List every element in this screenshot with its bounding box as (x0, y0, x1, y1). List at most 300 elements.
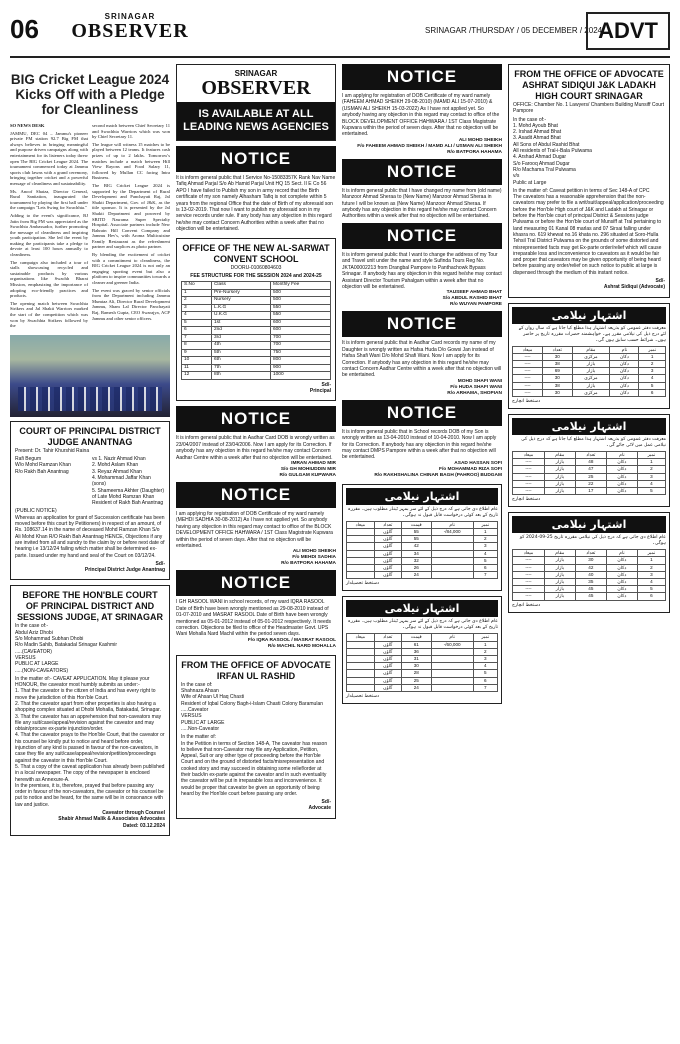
news-paragraph: The event was graced by senior officials from the Department including Jammu Mumtaz Ali, Director Rural Development Jammu, Sham Lal Director Panchayati Raj, Ramesh Gupta, CEO Swarajya, ACP Jammu and other senior officers. (92, 287, 170, 321)
urdu-ad-table (346, 521, 498, 580)
fee-cell: 3 (182, 304, 212, 312)
notice-signature: MOHD SHAFI WANI F/o HUDA SHAFI WANI R/o ARHAMA, SHOPIAN (447, 378, 502, 396)
urdu-table-cell: 5 (639, 382, 666, 389)
fee-cell: 700 (270, 334, 330, 342)
urdu-table-cell: گاؤں (374, 528, 401, 535)
urdu-table-cell: 3 (637, 473, 665, 480)
urdu-ad-table (512, 346, 666, 397)
urdu-table-cell: مرکزی (572, 375, 610, 382)
advocate-caveat-notice (508, 64, 670, 298)
caveat-srinagar-notice (10, 585, 170, 836)
urdu-table-cell (347, 677, 375, 684)
urdu-table-cell: گاؤں (374, 543, 401, 550)
urdu-table-cell: ---- (513, 459, 545, 466)
urdu-table-header: نمبر (473, 521, 498, 528)
urdu-table-cell (431, 565, 473, 572)
notice-banner: NOTICE (342, 311, 502, 337)
fee-cell: L.K.G (211, 304, 270, 312)
urdu-table-cell: ---- (513, 473, 545, 480)
urdu-table-cell: دکان (610, 375, 639, 382)
urdu-table-header: تعداد (374, 521, 401, 528)
column-4 (508, 64, 670, 618)
urdu-ad-title: اشتہار نیلامی (512, 418, 666, 435)
urdu-table-cell: دکان (606, 466, 637, 473)
urdu-ads-col3 (342, 484, 502, 704)
urdu-table-row (513, 375, 666, 382)
urdu-table-cell: ---- (513, 480, 545, 487)
urdu-table-cell: ---- (513, 368, 543, 375)
urdu-table-cell: 30 (401, 663, 431, 670)
urdu-table-cell: مرکزی (572, 353, 610, 360)
urdu-table-cell: گاؤں (374, 684, 401, 691)
urdu-table-row (513, 557, 666, 564)
urdu-table-header: مقام (544, 452, 575, 459)
urdu-table-cell: 30 (543, 389, 572, 396)
advocate-signature: Sd/- Ashrat Sidiqui (Advocate) (603, 278, 665, 291)
logo-main: OBSERVER (71, 20, 189, 42)
urdu-table-row (347, 648, 498, 655)
urdu-auction-ad (508, 303, 670, 409)
notice-text: It is inform general public that in Aadhar Card DOB is wrongly written as 23/04/2007 instead of 23/04/2006. Now I am apply for its Correction. If anybody has any objection in this regard he/she may contact Concern Aadhar Centre within a week after that no objection will be entertained. (176, 435, 335, 461)
advocate-parties: In the case of:- 1. Mohd Ayoub Bhat 2. Irshad Ahmad Bhat 3. Asadit Ahmad Bhat All Sons of Abdul Rashid Bhat All residents of Tral-i-Bala Pulwama 4. Arshad Ahmad Dugar S/o Farooq Ahmad Dugar R/o Machama Tral Pulwama v/s Public at Large (513, 116, 592, 186)
urdu-table-cell: 32 (401, 557, 431, 564)
urdu-table-cell (431, 572, 473, 579)
masthead (10, 6, 670, 58)
urdu-table-cell (347, 543, 375, 550)
promo-logo-top: SRINAGAR (234, 69, 278, 78)
fee-cell: 2nd (211, 327, 270, 335)
urdu-table-cell: دکان (606, 557, 637, 564)
school-subtitle: FEE STRUCTURE FOR THE SESSION 2024 and 2024-25 (190, 272, 322, 279)
urdu-table-cell: گاؤں (374, 677, 401, 684)
urdu-table-header: میعاد (513, 550, 545, 557)
advocate-title: FROM THE OFFICE OF ADVOCATE ASHRAT SIDIQUI J&K LADAKH HIGH COURT SRINAGAR (514, 69, 664, 101)
urdu-auction-ad (508, 414, 670, 507)
urdu-table-cell: 5 (637, 586, 665, 593)
news-paragraph: Adding to the event's significance, BJ Jatin from Big FM was appreciated as the Swachhta Ambassador, further promoting the message of cleanliness and inspiring youth participation. She led the event by making the participants take a pledge to devote at least 100 hours annually to cleanliness. (10, 212, 88, 258)
urdu-table-header: تعداد (575, 550, 606, 557)
urdu-table-cell: بازار (544, 564, 575, 571)
fee-cell: 9 (182, 349, 212, 357)
fee-row (182, 327, 331, 335)
urdu-table-cell: ---- (513, 375, 543, 382)
fee-cell: 6 (182, 327, 212, 335)
urdu-table-cell: دکان (610, 353, 639, 360)
urdu-table-cell: 22 (575, 480, 606, 487)
urdu-table-cell: 31 (401, 656, 431, 663)
urdu-ad-signature: دستخط تحصیلدار (346, 694, 380, 700)
notice-signature: ALI MOHD SHEIKH F/o FAHEEM AHMAD SHEIKH / MAMD ALI / USMAN ALI SHEIKH R/o BATPORA HAHAMA (357, 137, 502, 155)
urdu-table-cell: 3 (473, 543, 498, 550)
urdu-table-row (513, 593, 666, 600)
urdu-table-header: میعاد (513, 452, 545, 459)
section-label: ADVT (586, 12, 670, 50)
court-anantnag-notice (10, 421, 170, 581)
court-anantnag-title: COURT OF PRINCIPAL DISTRICT JUDGE ANANTNAG (19, 425, 161, 447)
urdu-table-cell (431, 684, 473, 691)
urdu-table-cell: 38 (543, 361, 572, 368)
urdu-table-cell: 1 (637, 557, 665, 564)
news-article (10, 123, 170, 331)
advocate-body: In the matter of: Caveat petition in terms of Sec 148-A of CPC The caveators has a reasonable apprehension that the non-caveators may prefer to file a writ/suit/appeal/application/proceeding before the Hon'ble High court of J&K and Ladakh at Srinagar or before the Hon'ble court of principal District & Sessions judge Pulwama or before the Hon'ble court of Munsiff at Tral pertaining to land measuring 01 Kanal 08 marlas and 07 Sirsai falling under khasra no. 619 khewat no.16 khata no. 296 situated at Soro-Hulla Tehsil Tral District Pulwama on the grounds of some distorted and misrepresented facts may get Ex-parte order/relief which will cause irreparable loss and inconvenience to caveators as it would be fair and proper that caveators may be given opportunity of being heard before passing any order/relief on such notice to public at large is dispensed through the medium of this instant notice. (513, 187, 664, 276)
urdu-table-header: قیمت (401, 634, 431, 641)
urdu-table-header: قیمت (401, 521, 431, 528)
urdu-table-cell: 48 (575, 459, 606, 466)
urdu-table-cell: 4 (473, 550, 498, 557)
fee-cell: 550 (270, 304, 330, 312)
urdu-table-cell: 2 (473, 648, 498, 655)
urdu-table-cell: ---- (513, 579, 545, 586)
urdu-table-cell: 7 (473, 572, 498, 579)
urdu-table-cell: گاؤں (374, 557, 401, 564)
fee-row (182, 312, 331, 320)
fee-header-cell: Class (211, 282, 270, 290)
school-title: OFFICE OF THE NEW AL-SARWAT CONVENT SCHOOL (182, 242, 330, 264)
urdu-ad-title: اشتہار نیلامی (512, 307, 666, 324)
urdu-table-cell (347, 572, 375, 579)
fee-cell: 600 (270, 319, 330, 327)
fee-row (182, 297, 331, 305)
urdu-table-row (347, 677, 498, 684)
urdu-table-row (347, 656, 498, 663)
fee-cell: 3rd (211, 334, 270, 342)
urdu-table-cell: 28 (401, 670, 431, 677)
urdu-table-cell: 1 (473, 641, 498, 648)
urdu-table-cell: 47 (575, 466, 606, 473)
notice-banner: NOTICE (342, 64, 502, 90)
urdu-table-cell: 4 (637, 579, 665, 586)
promo-tagline: IS AVAILABLE AT ALL LEADING NEWS AGENCIES (177, 102, 335, 140)
urdu-table-header: نام (610, 346, 639, 353)
urdu-ad-signature: دستخط تحصیلدار (346, 581, 380, 587)
urdu-table-row (347, 684, 498, 691)
urdu-table-cell: 7 (473, 684, 498, 691)
urdu-table-cell: گاؤں (374, 656, 401, 663)
urdu-table-cell: دکان (606, 579, 637, 586)
urdu-table-cell: 5 (473, 557, 498, 564)
notice-banner: NOTICE (342, 223, 502, 249)
urdu-table-cell (431, 670, 473, 677)
caveat-srinagar-parties: In the case of:- Abdul Aziz Dhobi S/o Mohammad Subhan Dhobi R/o Madin Sahib, Batakadal Srinagar Kashmir .....(CAVEATOR) VERSUS PUBLIC AT LARGE .....(NON-CAVEATORS) (15, 623, 117, 674)
urdu-table-row (513, 382, 666, 389)
urdu-table-cell: دکان (610, 361, 639, 368)
urdu-table-cell: 26 (401, 565, 431, 572)
news-byline: SO NEWS DESK (10, 123, 45, 128)
news-paragraph: JAMMU, DEC 04 – Jammu's pioneer private FM station 92.7 Big FM that always believes in bringing meaningful and purpose driven campaigns along with entertainment for its listeners today threw open The BIG Cricket League 2024. The tournament commenced today at Jammu sports club lawns with a grand ceremony, bringing together cricket and a powerful message of cleanliness and sustainability. (10, 130, 88, 186)
urdu-table-cell: 60,000/- (431, 641, 473, 648)
urdu-table-cell: 24 (401, 684, 431, 691)
urdu-table-cell (347, 648, 375, 655)
urdu-table-cell: بازار (544, 459, 575, 466)
fee-header-cell: Monthly Fee (270, 282, 330, 290)
urdu-table-row (347, 528, 498, 535)
urdu-table-cell: 2 (637, 466, 665, 473)
notice-signature: ALI MOHD SHEIKH F/o MEHDI SADHIA R/o BATPORA HAHAMA (281, 549, 336, 567)
urdu-table-cell: گاؤں (374, 536, 401, 543)
urdu-table-cell: گاؤں (374, 550, 401, 557)
urdu-table-cell: دکان (606, 586, 637, 593)
caveat-srinagar-body: In the matter of:- CAVEAT APPLICATION. May it please your HONOUR, the caveator most humbly submits as under:- 1. That the caveator is the citizen of India and has every right to move the jurisdiction of this Hon'ble Court. 2. That the caveator apart from other properties is also having a shopping complex situated at Dhobi Mohalla, Batakadal, Srinagar. 3. That the caveator has an apprehension that non-caveators may file any suit/case/appeal/revision against the caveator and may obtain/procure ex-parte injunction/order. 4. That the caveator prays to the Hon'ble Court, that the caveator or his counsel be kindly put to notice and heard before order, injunction of any kind is passed in favour of the non-caveators, in case they file any suit/case/appeal/revision/petition/proceedings against the caveator in this Hon'ble Court. 5. That a copy of the caveat application has already been published in a local newspaper. The copy of the newspaper is enclosed herewith as Annexure-A. In the premises, it is, therefore, prayed that before passing any order in favour of the non-caveators, the caveator or his counsel be put to notice and be heard, for the same will be in consonance with law and justice. (15, 675, 165, 808)
urdu-table-row (513, 586, 666, 593)
urdu-table-cell: 5 (473, 670, 498, 677)
caveat-irfan-body: In the matter of: In the Petition in terms of Section 148-A, The caveator has reason to believe that non-Caveator may file any Application, Petition, Appeal, Suit or any other type of proceeding before the Hon'ble Court and on the ground of distorted facts/misrepresentation and cooked story and may succeed in obtaining some relief/order at their back/in ex-parte against the caveator and in such eventuality the caveator will be put in irreparable loss and inconvenience. It would be proper that caveator be given an opportunity of being heard by the Hon'ble court before passing any order. (181, 734, 328, 797)
urdu-table-cell: بازار (572, 368, 610, 375)
dateline: SRINAGAR /THURSDAY / 05 DECEMBER / 2024 (425, 26, 603, 35)
urdu-table-header: نمبر (637, 452, 665, 459)
notice-banner: NOTICE (176, 570, 336, 596)
fee-cell: 4 (182, 312, 212, 320)
news-col-2 (92, 123, 170, 331)
fee-cell: U.K.G (211, 312, 270, 320)
urdu-table-cell: ---- (513, 382, 543, 389)
column-3 (342, 64, 502, 709)
urdu-ad-text: عام اطلاع دی جاتی ہے کہ درج ذیل کی نیلامی مقررہ تاریخ 25-09-2024 کو ہوگی۔ (519, 535, 666, 547)
urdu-table-cell: 30 (575, 557, 606, 564)
urdu-table-cell: 4 (637, 480, 665, 487)
urdu-table-header: نمبر (639, 346, 666, 353)
urdu-table-cell: دکان (606, 459, 637, 466)
urdu-table-cell: 1 (639, 353, 666, 360)
urdu-table-cell: بازار (572, 382, 610, 389)
fee-row (182, 334, 331, 342)
urdu-table-cell: بازار (544, 579, 575, 586)
urdu-table-header: میعاد (347, 634, 375, 641)
fee-cell: 550 (270, 312, 330, 320)
urdu-table-cell: 1 (637, 459, 665, 466)
notice-text: I am applying for registration of DOB Certificate of my ward namely (MEHDI SADHIA 30-08-2012) As I have not applied yet. So anybody having any objection in this regard may contact to office of the BLOCK DEVELOPMENT OFFICE HAHWARA / 1ST Class Magistrate Kupwara within the period of seven days. After that no objection will be entertained. (176, 510, 333, 549)
urdu-table-cell: بازار (544, 593, 575, 600)
fee-row (182, 349, 331, 357)
fee-cell: 700 (270, 342, 330, 350)
urdu-table-cell: 42 (575, 564, 606, 571)
urdu-table-cell: 4 (473, 663, 498, 670)
news-paragraph: The opening match between Swachhta Strikers and Jal Shakti Warriors marked the start of the competition which was won by Swachhta Strikers followed by the (10, 300, 88, 329)
fee-cell: 12 (182, 372, 212, 380)
urdu-ad-title: اشتہار نیلامی (346, 600, 498, 617)
fee-cell: 1st (211, 319, 270, 327)
urdu-table-cell: گاؤں (374, 648, 401, 655)
urdu-table-header: میعاد (513, 346, 543, 353)
urdu-table-cell: دکان (606, 473, 637, 480)
urdu-table-cell: بازار (544, 473, 575, 480)
urdu-table-cell (347, 528, 375, 535)
notice-banner: NOTICE (342, 159, 502, 185)
notice-banner: NOTICE (342, 400, 502, 426)
urdu-table-cell: ---- (513, 571, 545, 578)
urdu-table-header: مقام (572, 346, 610, 353)
fee-cell: 7 (182, 334, 212, 342)
urdu-table-row (513, 353, 666, 360)
urdu-table-cell: 2 (473, 536, 498, 543)
fee-cell: Nursery (211, 297, 270, 305)
urdu-ad-table (512, 549, 666, 600)
urdu-table-cell: 35 (575, 579, 606, 586)
urdu-table-cell: دکان (606, 480, 637, 487)
notice-signature: F/o IQRA RASOOL / MASRAT RASOOL R/o MACHIL NARD MOHALLA (247, 637, 336, 649)
urdu-table-header: نام (606, 452, 637, 459)
page-number: 06 (10, 14, 39, 44)
urdu-table-cell (347, 663, 375, 670)
urdu-ad-signature: دستخط انچارج (512, 497, 541, 503)
urdu-table-cell (431, 648, 473, 655)
urdu-table-cell: گاؤں (374, 663, 401, 670)
notice-text: It is inform general public that I Service No-15083357K Rank Nav Name Tafiq Ahmad Parjal S/o Ab Hamid Parjal Unit HQ 15 Sect. II E Co 56 APO I have failed to Publish my son in army record that the Birth certificate of my son namely Alhasham Tafiq is not complete within 5 years from the regional Office that the date of Birth of my aforesaid son is 13-02-2019. That now I want to publish my aforesaid son in my service records under rule. If any body has any objection in this regard he/she may contact Concern Authorities within a week after that no objection will be entertained. (176, 175, 336, 233)
caveat-srinagar-signature: Caveator through Counsel Shabir Ahmad Malik & Associates Advocates Dated: 03.12.2024 (58, 810, 165, 829)
news-paragraph: The campaign also included a tour of stalls showcasing recycled and sustainable products by various organisations like Swachh Bharat Mission, emphasizing the importance of adopting eco-friendly practices and products. (10, 259, 88, 299)
urdu-table-cell: 30 (543, 375, 572, 382)
urdu-table-cell: بازار (544, 480, 575, 487)
urdu-table-cell: 4 (639, 375, 666, 382)
urdu-table-cell: دکان (610, 368, 639, 375)
fee-cell: 5 (182, 319, 212, 327)
fee-row (182, 289, 331, 297)
urdu-table-row (347, 641, 498, 648)
urdu-ad-text: معرفت دفتر عمومی کو بذریعہ اشتہار ہذا مطلع کیا جاتا ہے کہ درج ذیل کی نیلامی عمل میں لائی جائے گی۔ (521, 437, 666, 449)
urdu-table-header: تعداد (374, 634, 401, 641)
urdu-table-cell (431, 543, 473, 550)
urdu-table-cell: 3 (639, 368, 666, 375)
urdu-table-cell: بازار (544, 466, 575, 473)
urdu-ad-text: عام اطلاع دی جاتی ہے کہ درج ذیل کے لئے سر بمہر ٹینڈر مطلوب ہیں۔ مقررہ تاریخ کے بعد کوئی درخواست قابل قبول نہ ہوگی۔ (347, 619, 498, 631)
urdu-table-row (513, 564, 666, 571)
urdu-table-cell: دکان (606, 488, 637, 495)
urdu-table-cell: 45 (575, 586, 606, 593)
fee-cell: 500 (270, 289, 330, 297)
urdu-table-cell: 2 (637, 564, 665, 571)
urdu-ad-table (346, 633, 498, 692)
urdu-ad-text: عام اطلاع دی جاتی ہے کہ درج ذیل کے لئے سر بمہر ٹینڈر مطلوب ہیں۔ مقررہ تاریخ کے بعد کوئی درخواست قابل قبول نہ ہوگی۔ (347, 506, 498, 518)
urdu-table-cell: ---- (513, 593, 545, 600)
urdu-ad-table (512, 451, 666, 495)
urdu-table-header: میعاد (347, 521, 375, 528)
urdu-auction-ad (342, 484, 502, 592)
urdu-table-cell: ---- (513, 389, 543, 396)
notice-text: I GH RASOOL WANI in school records, of my ward IQRA RASOOL Date of Birth have been wrongly mentioned as 29-08-2010 instead of 01-07-2010 and MASRAT RASOOL Date of Birth have been wrongly mentioned as 05-01-2012 instead of 05-01-2012 respectively. It needs correction. Objections be filed to office of the Headmaster Govt. UPS Wani Mohalla Nard Machil within the period seven days. (176, 599, 332, 638)
urdu-table-row (513, 488, 666, 495)
urdu-table-cell: بازار (544, 571, 575, 578)
urdu-table-cell: بازار (544, 488, 575, 495)
fee-cell: 500 (270, 297, 330, 305)
urdu-table-cell: 84,000/- (431, 528, 473, 535)
urdu-table-cell: 55 (401, 536, 431, 543)
urdu-table-row (347, 663, 498, 670)
urdu-table-header: نمبر (637, 550, 665, 557)
urdu-table-cell: 6 (637, 593, 665, 600)
urdu-table-cell: ---- (513, 488, 545, 495)
urdu-table-header: نام (431, 521, 473, 528)
urdu-table-cell: دکان (610, 382, 639, 389)
urdu-table-cell: دکان (606, 564, 637, 571)
newspaper-logo (60, 12, 200, 41)
urdu-table-header: مقام (544, 550, 575, 557)
column-2 (176, 64, 336, 824)
urdu-table-cell: ---- (513, 564, 545, 571)
urdu-table-cell (431, 550, 473, 557)
caveat-irfan-parties: In the case of: Shahnaza Ahsan Wife of Ahsan Ul Haq Chasti Resident of Iqbal Colony Bagh-i-Islam Chasti Colony Baramulan .....Caveator VERSUS PUBLIC AT LARGE .....Non-Caveator (181, 681, 324, 732)
urdu-table-cell (431, 663, 473, 670)
notice-text: It is inform general public that in School records DOB of my Son is wrongly written as 13-04-2010 instead of 10-04-2010. Now I am apply for its Correction. If anybody has any objection in this regard he/she may contact DMPS Pampore within a week after that no objection will be entertained. (342, 428, 497, 461)
caveat-srinagar-title: BEFORE THE HON'BLE COURT OF PRINCIPAL DISTRICT AND SESSIONS JUDGE, AT SRINAGAR (16, 590, 164, 623)
urdu-table-row (347, 536, 498, 543)
urdu-table-cell: 30 (543, 353, 572, 360)
notice-text: It is inform general public that in Aadhar Card records my name of my Daughter is wrongly written as Hafsa Huda D/o Gowsi Jan instead of Hafsa Shafi Wani D/o Mohd Shafi Wani. Now I am apply for its Correction. If anybody has any objection in this regard he/she may contact Concern Aadhar Centre within a week after that no objection will be entertained. (342, 340, 502, 379)
court-respondents: vs 1. Nazir Ahmad Khan 2. Mohd Aslam Khan 3. Reyaz Ahmad Khan 4. Mohammad Jaffar Khan (sons) 5. Shameema Akhter (Daughter) of Late Mohd Ramzan Khan Resident of Rakh Bah Anantnag (92, 456, 164, 507)
urdu-table-row (347, 565, 498, 572)
fee-row (182, 364, 331, 372)
urdu-table-row (513, 473, 666, 480)
urdu-ads-col4 (508, 303, 670, 613)
court-signature: Sd/- Principal District Judge Anantnag (84, 560, 165, 574)
fee-table (181, 281, 331, 380)
urdu-table-cell (431, 557, 473, 564)
urdu-table-cell: 36 (401, 648, 431, 655)
urdu-table-header: نام (431, 634, 473, 641)
urdu-table-row (513, 579, 666, 586)
advocate-address: OFFICE: Chamber No. 1 Lawyers/ Chambers Building Munsiff Court Pampore (513, 102, 665, 115)
notice-banner: NOTICE (176, 406, 336, 432)
urdu-table-cell: 3 (473, 656, 498, 663)
column-1 (10, 64, 170, 841)
urdu-table-cell: ---- (513, 466, 545, 473)
urdu-table-cell: 25 (575, 473, 606, 480)
news-paragraph: The league will witness 15 matches to be played between 12 teams. It features cash prizes of up to 2 lakhs. Tomorrow's matches include a match between Hill View Rayons and Food Salary 11, followed by Mullan CC facing Intra Business. (92, 141, 170, 181)
urdu-table-cell: 17 (575, 488, 606, 495)
fee-cell: 5th (211, 349, 270, 357)
fee-cell: 2 (182, 297, 212, 305)
urdu-table-row (347, 670, 498, 677)
news-paragraph: By blending the excitement of cricket with a commitment to cleanliness, the BIG Cricket League 2024 is not only an engaging sporting event but also a platform to inspire communities towards a cleaner and greener India. (92, 252, 170, 286)
urdu-table-cell: ---- (513, 586, 545, 593)
urdu-table-cell: ---- (513, 557, 545, 564)
urdu-table-cell: 6 (473, 565, 498, 572)
urdu-auction-ad (342, 596, 502, 704)
fee-cell: 800 (270, 357, 330, 365)
urdu-table-cell: 34 (401, 550, 431, 557)
caveat-irfan-notice (176, 655, 336, 819)
urdu-table-cell: دکان (610, 389, 639, 396)
urdu-table-header: نام (606, 550, 637, 557)
urdu-table-cell (347, 684, 375, 691)
urdu-table-row (347, 550, 498, 557)
urdu-table-cell: 25 (401, 677, 431, 684)
urdu-table-row (347, 572, 498, 579)
urdu-ad-title: اشتہار نیلامی (346, 488, 498, 505)
news-photo (10, 335, 170, 417)
urdu-ad-title: اشتہار نیلامی (512, 516, 666, 533)
urdu-table-cell: ---- (513, 361, 543, 368)
urdu-table-cell: 3 (637, 571, 665, 578)
urdu-table-row (513, 480, 666, 487)
urdu-table-cell: ---- (513, 353, 543, 360)
caveat-irfan-title: FROM THE OFFICE OF ADVOCATE IRFAN UL RASHID (181, 659, 331, 681)
news-headline: BIG Cricket League 2024 Kicks Off with a Pledge for Cleanliness (10, 72, 170, 117)
urdu-table-cell (347, 550, 375, 557)
urdu-table-row (513, 361, 666, 368)
urdu-table-row (513, 571, 666, 578)
fee-cell: 1000 (270, 372, 330, 380)
fee-cell: 4th (211, 342, 270, 350)
notice-text: It is inform general public that I want to change the address of my Tour and Travel unit under the name and style Sufinda Tours Reg No. JKTA00002213 from Drangbal Pampore to Panthachowk Bypass Srinagar. If anybody has any objection in this regard he/she may contact Assistant Director Tourism Pahalgam within a week after that no objection will be entertained. (342, 251, 502, 290)
urdu-table-cell (347, 557, 375, 564)
urdu-table-row (347, 543, 498, 550)
urdu-table-cell: بازار (544, 586, 575, 593)
news-paragraph: second match between Chief Secretary 11 and Swachhta Warriors which was won by Chief Secretary 11. (92, 123, 170, 140)
urdu-table-cell (431, 677, 473, 684)
fee-cell: 7th (211, 364, 270, 372)
urdu-table-cell: بازار (544, 557, 575, 564)
urdu-table-cell: مرکزی (572, 389, 610, 396)
urdu-table-cell (347, 656, 375, 663)
